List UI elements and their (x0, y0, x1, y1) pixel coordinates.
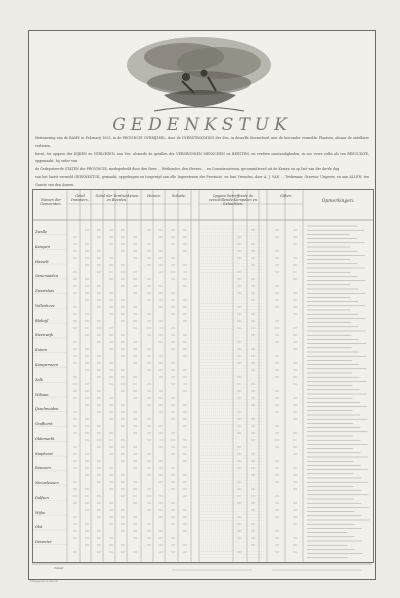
header-losses: Getal der Verdronkenen en Beesten. (95, 194, 139, 202)
place-name: Blokzijl (35, 318, 49, 323)
place-name: Hasselt (35, 259, 49, 264)
preamble-line: bevat, ter opgave der DIJKEN en VERLIEZEN, aan Vee, alsmede de getallen der VERDRONKEN MENSCHEN en BEESTEN, en verdere omstandigheden, in zoo verre zulks als ten RESULTATE, opgemaakt, bij order van (35, 151, 369, 164)
table-grid (33, 190, 373, 562)
place-name: Deventer (35, 540, 52, 545)
engraved-plate (28, 30, 376, 580)
place-name: Dalfsen (35, 495, 49, 500)
place-name: Vollenhove (35, 303, 55, 308)
place-name: Rouveen (35, 466, 51, 471)
place-name: Steenwijk (35, 333, 53, 338)
place-name: Zwolle (35, 230, 48, 234)
preamble-text (35, 135, 369, 190)
preamble-line: van het laatst vermeld GEDENKSTUK, gemaakt, opgedragen en toegewijd aan alle Ingezetenen der Provincie, en hun Vrienden, door A. J. VAN ... Teekenaar, Graveur, Uitgever, en aan ALLEN, ten Gunste van den Armen. (35, 174, 369, 187)
place-name: Zalk (35, 377, 43, 382)
place-name: Zwartsluis (35, 289, 55, 294)
place-name: Wilsum (35, 392, 49, 397)
imprint-text: Uitgegeven te Zwolle (30, 580, 59, 583)
footer-total: Totaal (54, 566, 64, 570)
place-name: Olst (35, 525, 43, 530)
header-details: Opgave betreffende de verschillende Kerspelen en Gehuchten. (208, 194, 258, 206)
header-gifts: Giften. (279, 194, 293, 198)
place-name: Wijhe (35, 510, 46, 515)
place-name: Oldemarkt (35, 436, 55, 441)
place-name: Kamperveen (35, 362, 58, 367)
header-inhabitants: Getal Inwoners. (71, 194, 89, 202)
header-places: Namen der Gemeenten. (40, 198, 62, 206)
place-name: IJsselmuiden (35, 407, 59, 412)
allegorical-vignette (124, 33, 274, 117)
statistics-table (32, 189, 374, 563)
preamble-line: Herinnering van de RAMP, in Februarij 1825, in de PROVINCIE OVERIJSSEL, door de OVERSTROOMING der Zee, in deszelfs Stormvloed, met de hieronder vermelde Plaatsen, alwaar de ontelbare verliezen, (35, 136, 369, 148)
place-name: Kampen (35, 244, 50, 249)
place-name: Nieuwleusen (35, 481, 59, 486)
place-name: Staphorst (35, 451, 53, 456)
header-damage: Schade. (171, 194, 187, 198)
place-name: Grafhorst (35, 422, 53, 427)
header-observations: Opmerkingen. (321, 199, 355, 204)
document-title: GEDENKSTUK (112, 115, 292, 135)
place-name: Genemuiden (35, 274, 59, 279)
header-houses: Huizen. (147, 194, 161, 198)
table-footer (32, 562, 372, 578)
place-name: Kuinre (35, 348, 48, 353)
preamble-line: de Gedeputeerde STATEN der PROVINCIE, medegedeeld door den Heer ... Wethouder, den Heeren ... en Commissarissen, gecommitteerd uit de Kamer, en op last van der derde dag (35, 167, 340, 172)
